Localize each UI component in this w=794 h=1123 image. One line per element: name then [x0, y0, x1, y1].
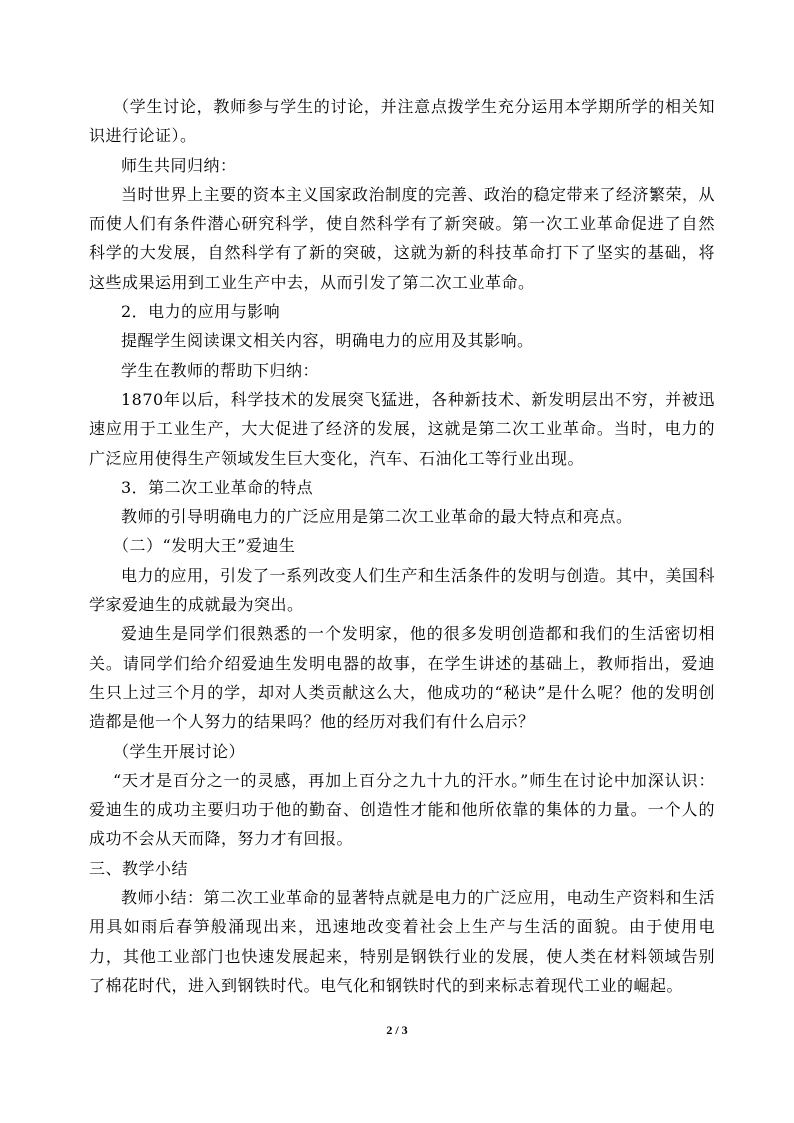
section-heading-features: 3．第二次工业革命的特点	[121, 477, 314, 497]
paragraph-genius-quote: “天才是百分之一的灵感，再加上百分之九十九的汗水。”师生在讨论中加深认识：爱迪生的成功主要归功于他的勤奋、创造性才能和他所依靠的集体的力量。一个人的成功不会从天而降，努力才有回报。	[89, 770, 715, 849]
paragraph-joint-summary: 当时世界上主要的资本主义国家政治制度的完善、政治的稳定带来了经济繁荣，从而使人们有条件潜心研究科学，使自然科学有了新突破。第一次工业革命促进了自然科学的大发展，自然科学有了新的突破，这就为新的科技革命打下了坚实的基础，将这些成果运用到工业生产中去，从而引发了第二次工业革命。	[89, 184, 716, 292]
paragraph-edison-intro: 电力的应用，引发了一系列改变人们生产和生活条件的发明与创造。其中，美国科学家爱迪生的成就最为突出。	[89, 565, 716, 615]
paragraph-edison-story: 爱迪生是同学们很熟悉的一个发明家，他的很多发明创造都和我们的生活密切相关。请同学们给介绍爱迪生发明电器的故事，在学生讲述的基础上，教师指出，爱迪生只上过三个月的学，却对人类贡献这么大，他成功的“秘诀”是什么呢？他的发明创造都是他一个人努力的结果吗？他的经历对我们有什么启示？	[89, 624, 715, 732]
document-body	[89, 92, 715, 1000]
paragraph-teacher-summary: 教师小结：第二次工业革命的显著特点就是电力的广泛应用，电动生产资料和生活用具如雨后春笋般涌现出来，迅速地改变着社会上生产与生活的面貌。由于使用电力，其他工业部门也快速发展起来，特别是钢铁行业的发展，使人类在材料领域告别了棉花时代，进入到钢铁时代。电气化和钢铁时代的到来标志着现代工业的崛起。	[89, 888, 716, 995]
paragraph-student-discussion-2: （学生开展讨论）	[113, 741, 246, 761]
paragraph-joint-summary-label: 师生共同归纳：	[121, 155, 237, 175]
section-heading-electricity: 2．电力的应用与影响	[121, 302, 281, 322]
paragraph-1870-summary: 1870年以后，科学技术的发展突飞猛进，各种新技术、新发明层出不穷，并被迅速应用于工业生产，大大促进了经济的发展，这就是第二次工业革命。当时，电力的广泛应用使得生产领域发生巨大变化，汽车、石油化工等行业出现。	[89, 389, 715, 468]
section-heading-edison: （二）“发明大王”爱迪生	[113, 536, 296, 556]
paragraph-remind-reading: 提醒学生阅读课文相关内容，明确电力的应用及其影响。	[121, 331, 534, 351]
section-heading-summary: 三、教学小结	[89, 858, 189, 878]
paragraph-student-discussion: （学生讨论，教师参与学生的讨论，并注意点拨学生充分运用本学期所学的相关知识进行论证）。	[89, 97, 715, 146]
paragraph-student-summary-label: 学生在教师的帮助下归纳：	[121, 360, 320, 380]
page-number: 2 / 3	[386, 1023, 408, 1037]
paragraph-features: 教师的引导明确电力的广泛应用是第二次工业革命的最大特点和亮点。	[121, 507, 633, 527]
